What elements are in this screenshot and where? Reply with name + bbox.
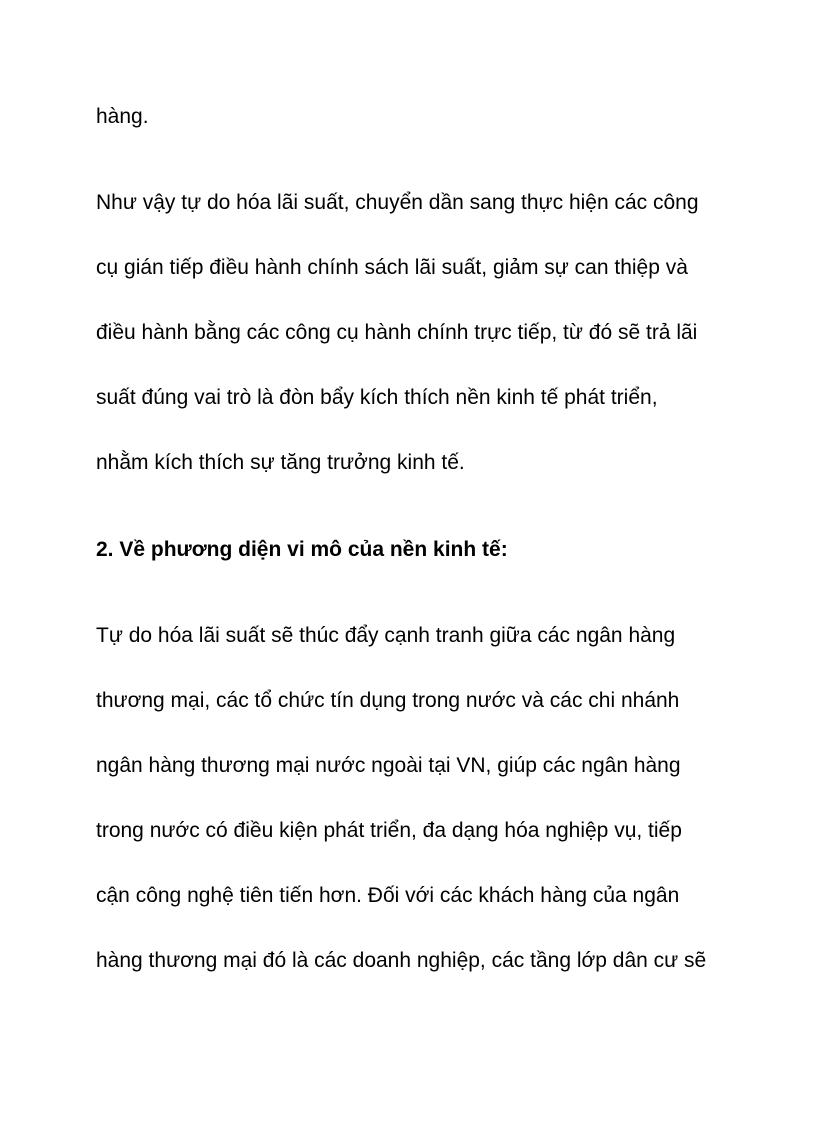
paragraph-3-line-5: cận công nghệ tiên tiến hơn. Đối với các khách hàng của ngân [96, 884, 680, 907]
section-heading: 2. Về phương diện vi mô của nền kinh tế: [96, 538, 508, 561]
paragraph-2-line-2: cụ gián tiếp điều hành chính sách lãi suất, giảm sự can thiệp và [96, 256, 688, 279]
paragraph-3-line-4: trong nước có điều kiện phát triển, đa dạng hóa nghiệp vụ, tiếp [96, 819, 682, 842]
paragraph-1-line-1: hàng. [96, 105, 149, 128]
paragraph-2-line-3: điều hành bằng các công cụ hành chính trực tiếp, từ đó sẽ trả lãi [96, 321, 698, 344]
paragraph-3-line-1: Tự do hóa lãi suất sẽ thúc đẩy cạnh tranh giữa các ngân hàng [96, 624, 676, 647]
paragraph-2-line-5: nhằm kích thích sự tăng trưởng kinh tế. [96, 451, 465, 474]
paragraph-3-line-3: ngân hàng thương mại nước ngoài tại VN, giúp các ngân hàng [96, 754, 681, 777]
paragraph-2-line-4: suất đúng vai trò là đòn bẩy kích thích nền kinh tế phát triển, [96, 386, 658, 409]
paragraph-2-line-1: Như vậy tự do hóa lãi suất, chuyển dần sang thực hiện các công [96, 191, 699, 214]
paragraph-3-line-2: thương mại, các tổ chức tín dụng trong nước và các chi nhánh [96, 689, 680, 712]
paragraph-3-line-6: hàng thương mại đó là các doanh nghiệp, các tầng lớp dân cư sẽ [96, 949, 707, 972]
